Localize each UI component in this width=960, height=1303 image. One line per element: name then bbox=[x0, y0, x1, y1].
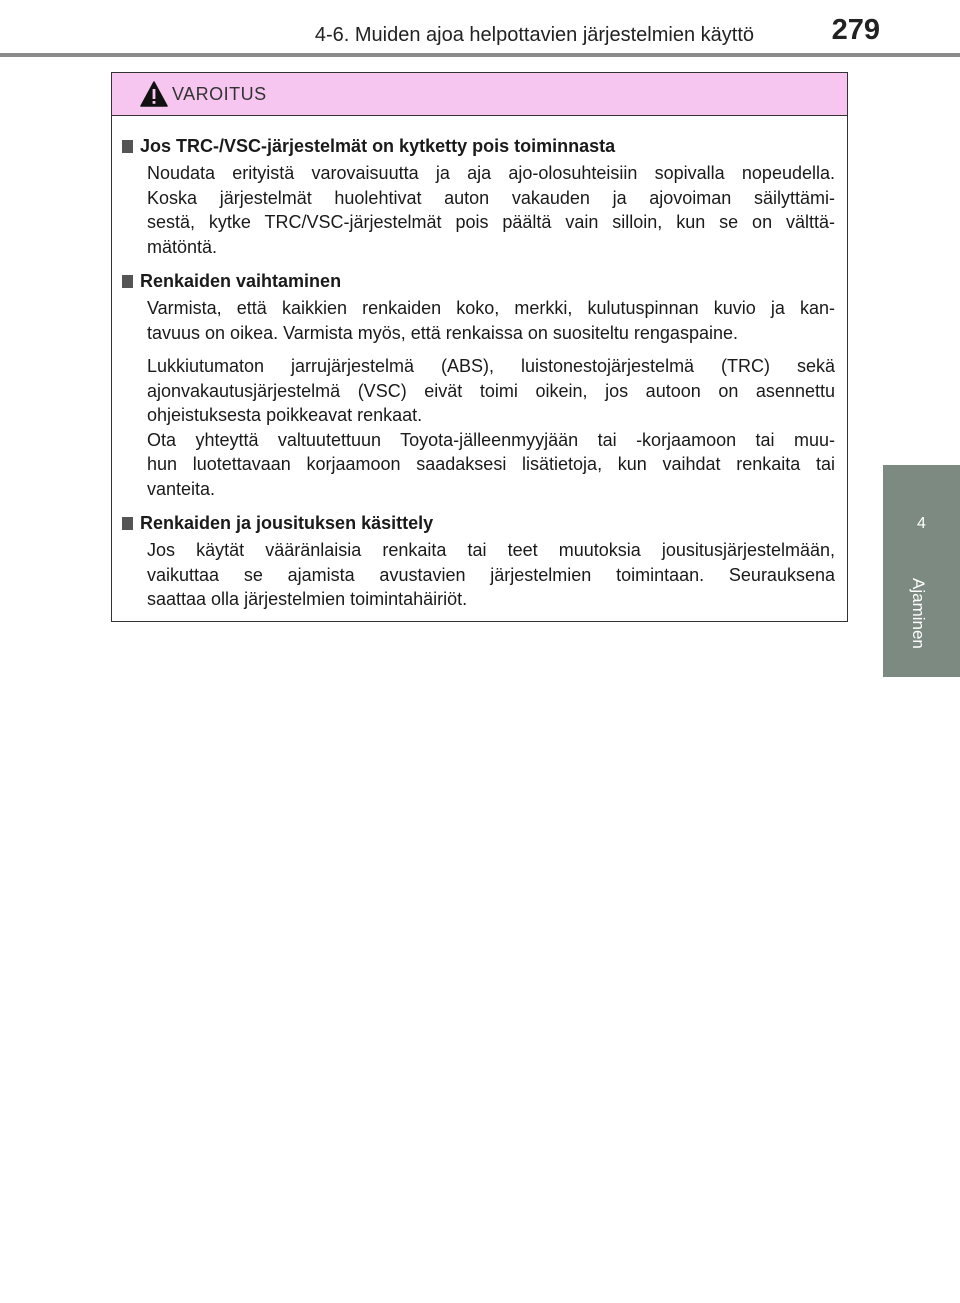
text-line: hun luotettavaan korjaamoon saadaksesi lisätietoja, kun vaihdat renkaita tai bbox=[147, 454, 835, 474]
square-bullet-icon bbox=[122, 140, 133, 153]
warning-item-heading-text: Renkaiden ja jousituksen käsittely bbox=[140, 513, 434, 533]
chapter-label: Ajaminen bbox=[909, 578, 928, 649]
text-line: vaikuttaa se ajamista avustavien järjestelmien toimintaan. Seurauksena bbox=[147, 564, 835, 585]
warning-label: VAROITUS bbox=[172, 84, 267, 104]
page-header bbox=[0, 0, 960, 56]
text-line: mätöntä. bbox=[147, 236, 218, 257]
text-line: Lukkiutumaton jarrujärjestelmä (ABS), luistonestojärjestelmä (TRC) sekä bbox=[147, 356, 835, 376]
warning-item-heading bbox=[122, 510, 835, 536]
warning-body bbox=[112, 116, 847, 612]
text-line: tavuus on oikea. Varmista myös, että renkaissa on suositeltu rengaspaine. bbox=[147, 322, 738, 343]
warning-item-heading-text: Jos TRC-/VSC-järjestelmät on kytketty pois toiminnasta bbox=[140, 136, 616, 156]
square-bullet-icon bbox=[122, 275, 133, 288]
warning-item bbox=[122, 268, 835, 501]
warning-item bbox=[122, 510, 835, 612]
text-line: ajonvakautusjärjestelmä (VSC) eivät toimi oikein, jos autoon on asennettu bbox=[147, 380, 835, 401]
warning-item-paragraph bbox=[147, 354, 835, 501]
text-line: Noudata erityistä varovaisuutta ja aja ajo-olosuhteisiin sopivalla nopeudella. bbox=[147, 163, 835, 183]
warning-item-heading bbox=[122, 268, 835, 294]
text-line: Ota yhteyttä valtuutettuun Toyota-jälleenmyyjään tai -korjaamoon tai muu- bbox=[147, 429, 835, 450]
warning-triangle-icon bbox=[140, 81, 168, 107]
chapter-number: 4 bbox=[917, 515, 926, 532]
warning-item-paragraph bbox=[147, 538, 835, 612]
warning-item-heading bbox=[122, 133, 835, 159]
text-line: vanteita. bbox=[147, 478, 216, 499]
text-line: saattaa olla järjestelmien toimintahäiriöt. bbox=[147, 589, 468, 609]
text-line: ohjeistuksesta poikkeavat renkaat. bbox=[147, 405, 423, 425]
warning-header bbox=[112, 73, 847, 116]
text-line: Varmista, että kaikkien renkaiden koko, merkki, kulutuspinnan kuvio ja kan- bbox=[147, 298, 835, 318]
warning-item bbox=[122, 133, 835, 259]
text-line: Koska järjestelmät huolehtivat auton vakauden ja ajovoiman säilyttämi- bbox=[147, 187, 835, 208]
warning-item-paragraph bbox=[147, 296, 835, 345]
text-line: sestä, kytke TRC/VSC-järjestelmät pois päältä vain silloin, kun se on välttä- bbox=[147, 212, 835, 232]
page-number: 279 bbox=[831, 14, 880, 46]
square-bullet-icon bbox=[122, 517, 133, 530]
header-divider bbox=[0, 53, 960, 57]
warning-item-heading-text: Renkaiden vaihtaminen bbox=[140, 271, 342, 291]
warning-item-paragraph bbox=[147, 161, 835, 259]
warning-box bbox=[111, 72, 848, 622]
text-line: Jos käytät vääränlaisia renkaita tai teet muutoksia jousitusjärjestelmään, bbox=[147, 540, 835, 560]
section-title: 4-6. Muiden ajoa helpottavien järjestelmien käyttö bbox=[314, 24, 754, 46]
